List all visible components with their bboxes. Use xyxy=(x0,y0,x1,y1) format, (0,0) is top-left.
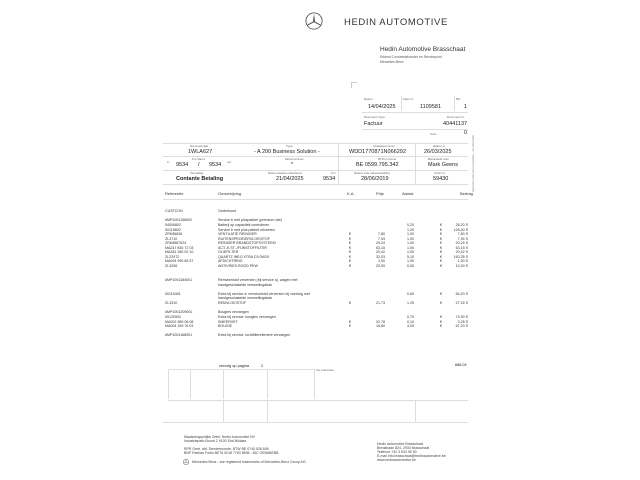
ingebruik-value: 28/06/2019 xyxy=(361,176,389,182)
km-separator: / xyxy=(198,162,200,168)
cell-eur2: € xyxy=(440,250,442,254)
divider xyxy=(163,156,468,157)
dealer-sub-2: Mercedes-Benz xyxy=(380,60,404,64)
blz-label: Blz. xyxy=(456,97,462,101)
cell-aantal: 1,00 xyxy=(407,241,414,245)
cell-bedrag: 20,24 S xyxy=(455,241,468,245)
side-text: Algemene Verkoopsvoorwaarden - zie achterzijde xyxy=(472,135,475,193)
footer-right-3: Telefoon +32 3 633 95 50 xyxy=(377,450,417,454)
cell-ref: #MP1001158002 xyxy=(165,218,193,222)
km-in-prefix: in xyxy=(167,160,170,164)
divider xyxy=(163,184,468,185)
cell-ref: 54006802 xyxy=(165,223,181,227)
divider xyxy=(190,369,191,399)
km-label: Km xyxy=(331,171,336,175)
cell-aantal: 1,00 xyxy=(407,245,414,250)
col-ka: K.A. xyxy=(347,191,355,196)
footer-right-1: Hedin Automotive Brasschaat xyxy=(377,442,423,446)
col-prijs: Prijs xyxy=(376,191,384,196)
cell-aantal: 5,10 xyxy=(407,254,414,259)
cell-desc: SMEERVET xyxy=(218,319,238,324)
onderhoud-label: Datum laatste onderhoud xyxy=(268,171,302,175)
mercedes-star-icon xyxy=(305,12,323,30)
cell-desc: Service b met plus pakket uitvoeren xyxy=(218,227,275,232)
cell-bedrag: 20,42 S xyxy=(455,250,468,254)
cell-prijs: 20,59 xyxy=(376,263,385,268)
divider xyxy=(163,199,468,200)
cell-bedrag: 7,80 S xyxy=(457,232,468,236)
divider xyxy=(362,129,468,130)
col-desc: Omschrijving xyxy=(218,191,242,196)
docnr-value: 40441137 xyxy=(443,121,468,127)
cell-prijs: 20,42 xyxy=(376,250,385,254)
cell-ref: ZRK8587024 xyxy=(165,241,187,245)
datum-in-value: 26/03/2025 xyxy=(424,149,452,155)
doctype-label: Document Type xyxy=(364,115,385,119)
cell-eur2: € xyxy=(440,227,442,232)
cell-bedrag: 63,15 S xyxy=(455,245,468,250)
cell-eur2: € xyxy=(440,223,442,227)
cell-ref: ZL22972 xyxy=(165,254,180,259)
cell-desc: Extra bij service: luchtfilterelement vervangen xyxy=(218,333,291,337)
col-ref: Referentie xyxy=(165,191,184,196)
divider xyxy=(415,400,416,422)
footer-left-2: Industriepark-Noord 2 9100 Sint-Niklaas xyxy=(184,439,247,443)
cell-ref: 00120902 xyxy=(165,315,181,319)
table-row xyxy=(163,324,477,329)
cell-eur2: € xyxy=(440,315,442,319)
cell-eur2: € xyxy=(440,259,442,263)
klant-label: Klant nr. xyxy=(403,97,415,101)
cell-prijs: 16,80 xyxy=(376,324,385,328)
divider xyxy=(401,96,402,111)
divider xyxy=(267,369,268,399)
cell-eur1: € xyxy=(349,263,351,268)
divider xyxy=(223,400,224,422)
cell-prijs: 1,50 xyxy=(378,259,385,263)
cell-bedrag: 1,50 S xyxy=(457,259,468,263)
cell-bedrag: 26,20 S xyxy=(455,223,468,227)
dealer-sub-1: Erkend Concessiehouder en Servicepunt xyxy=(380,55,442,59)
km-in-value: 9534 xyxy=(176,162,189,168)
cell-aantal: 0,50 xyxy=(407,263,414,268)
cell-ref: 00119401 xyxy=(165,291,181,296)
km-out-value: 9534 xyxy=(209,162,222,168)
divider xyxy=(362,112,468,113)
cell-aantal: 4,00 xyxy=(407,324,414,328)
kmstand-label: Km stand xyxy=(192,157,205,161)
cell-bedrag: 128,40 S xyxy=(453,227,468,232)
cell-eur1: € xyxy=(349,300,351,305)
cell-ref: MA281 180 02 10 xyxy=(165,250,194,254)
footer-left-1: Maatschappelijke Zetel: Hedin Automotive NV xyxy=(184,435,256,439)
cell-desc: Extra bij service: bougies vervangen xyxy=(218,315,276,319)
cell-eur2: € xyxy=(440,319,442,324)
cell-ref: ZRK86836 xyxy=(165,232,183,236)
cell-aantal: 1,00 xyxy=(407,232,414,236)
divider xyxy=(338,143,339,185)
cell-ref: #MP1001184001 xyxy=(165,278,193,282)
km-out-suffix: out xyxy=(227,160,232,164)
cell-prijs: 20,24 xyxy=(376,241,385,245)
cell-desc: VENTILATIE REINIGER xyxy=(218,232,257,236)
km-value: 9534 xyxy=(323,176,336,182)
cell-bedrag: 3,28 S xyxy=(457,319,468,324)
cell-bedrag: 10,30 S xyxy=(455,263,468,268)
cell-ref: ZL3256 xyxy=(165,263,178,268)
cell-eur1: € xyxy=(349,250,351,254)
verval-label: Vervaldag xyxy=(190,171,204,175)
divider xyxy=(454,96,455,111)
motor-value: * xyxy=(291,162,294,168)
divider xyxy=(267,400,268,422)
behandeld-value: Mark Geens xyxy=(428,162,458,168)
type-value: - A 200 Business Solution - xyxy=(254,149,320,155)
table-row xyxy=(163,333,477,338)
klant-value: 1109581 xyxy=(420,104,442,110)
cell-aantal: 0,70 xyxy=(407,315,414,319)
cars-label: Cars xyxy=(430,132,437,136)
divider xyxy=(223,369,224,399)
cell-eur1: € xyxy=(349,324,351,328)
cell-eur2: € xyxy=(440,254,442,259)
ingebruik-label: Datum 1ste indienststelling xyxy=(354,171,390,175)
footer-right-2: Bredabaan 824, 2930 Brasschaat xyxy=(377,446,430,450)
divider xyxy=(415,143,416,185)
cell-eur1: € xyxy=(349,241,351,245)
order-value: 59430 xyxy=(433,176,449,182)
datum-in-label: Datum in xyxy=(433,144,446,148)
cell-bedrag: 7,94 S xyxy=(457,236,468,241)
cell-eur2: € xyxy=(440,300,442,305)
cell-ref: MA094 990 89 57 xyxy=(165,259,194,263)
cell-aantal: 1,00 xyxy=(407,259,414,263)
cell-bedrag: 67,20 S xyxy=(455,324,468,328)
cell-desc: QUARTZ INEO XTRA C5 0W20 xyxy=(218,254,269,259)
table-row xyxy=(163,264,477,269)
btw-label: BTW nummer xyxy=(378,157,397,161)
cell-eur2: € xyxy=(440,263,442,268)
cars-value: 0 xyxy=(464,130,468,136)
table-row xyxy=(163,283,477,288)
cell-aantal: 0,10 xyxy=(407,319,414,324)
nummerplaat-value: 1WLA627 xyxy=(188,149,213,155)
cell-desc: Extra bij service a: remvloeistof verversen bij voertuig met xyxy=(218,291,310,296)
divider xyxy=(168,400,468,401)
cell-desc: RUITENSPROEIERVLOEISTOF xyxy=(218,236,270,241)
cell-prijs: 63,15 xyxy=(376,245,385,250)
cell-eur2: € xyxy=(440,232,442,236)
behandeld-label: Behandeld door xyxy=(428,157,450,161)
cell-desc: Onderhoud xyxy=(218,209,236,213)
cell-eur2: € xyxy=(440,241,442,245)
cell-eur2: € xyxy=(440,245,442,250)
cell-ref: 00115802 xyxy=(165,227,181,232)
blz-value: 1 xyxy=(464,104,468,110)
cell-eur1: € xyxy=(349,245,351,250)
table-row xyxy=(163,209,477,214)
uw-referentie-label: Uw referentie xyxy=(316,368,334,372)
cell-bedrag: 64,20 S xyxy=(455,291,468,296)
cell-bedrag: 163,35 S xyxy=(453,254,468,259)
cell-aantal: 0,60 xyxy=(407,291,414,296)
cell-eur2: € xyxy=(440,291,442,296)
doctype-value: Factuur xyxy=(364,121,383,127)
cell-ref: ZL3310 xyxy=(165,300,178,305)
cell-bedrag: 74,90 S xyxy=(455,315,468,319)
cell-prijs: 7,80 xyxy=(378,232,385,236)
divider xyxy=(314,369,315,399)
cell-desc: handgeschakelde versnellingsbak xyxy=(218,296,272,300)
cell-ref: MA004 159 76 03 xyxy=(165,324,194,328)
cell-eur1: € xyxy=(349,236,351,241)
subtotal: 686,04 xyxy=(455,363,467,367)
datum-value: 14/04/2025 xyxy=(368,104,396,110)
cell-desc: ANTIVRIES ROOD PKW xyxy=(218,263,258,268)
cell-prijs: 7,94 xyxy=(378,236,385,241)
cell-desc: REINIGER BRANDSTOFSYSTEEM xyxy=(218,241,276,245)
nummerplaat-label: Nummerplaat xyxy=(190,144,209,148)
cell-eur1: € xyxy=(349,232,351,236)
docnr-label: Document nr. xyxy=(447,115,465,119)
verval-value: Contante Betaling xyxy=(176,176,224,182)
cell-aantal: 1,00 xyxy=(407,250,414,254)
corner-mark xyxy=(351,82,357,88)
divider xyxy=(163,143,468,144)
cell-ref: MA002 989 08 08 xyxy=(165,319,194,324)
cell-desc: ACT.-K.ST.-/FIJNSTOFFILTER xyxy=(218,245,267,250)
cell-desc: AFDICHTRING xyxy=(218,259,243,263)
col-bedrag: Bedrag xyxy=(460,191,473,196)
cell-eur1: € xyxy=(349,319,351,324)
cell-desc: Remvloeistof verversen (bij service a), wagen met xyxy=(218,278,298,282)
col-aantal: Aantal xyxy=(402,191,414,196)
vervolg-label: vervolg op pagina xyxy=(219,364,249,368)
footer-left-4: BNP Paribas Fortis BE76 0018 7763 8595 - BIC GEBABEBB xyxy=(184,451,279,455)
cell-aantal: 0,20 xyxy=(407,223,414,227)
chassis-label: Chassisnummer xyxy=(373,144,395,148)
cell-ref: #MP1001168001 xyxy=(165,333,193,337)
divider xyxy=(163,170,468,171)
cell-desc: handgeschakelde versnellingsbak xyxy=(218,283,272,287)
table-header xyxy=(163,190,477,198)
cell-desc: BOUGIE xyxy=(218,324,232,328)
cell-eur2: € xyxy=(440,324,442,328)
cell-aantal: 1,00 xyxy=(407,236,414,241)
cell-eur1: € xyxy=(349,259,351,263)
type-label: Type xyxy=(286,144,293,148)
cell-prijs: 21,73 xyxy=(376,300,385,305)
cell-desc: Batterij op capaciteit controleren xyxy=(218,223,270,227)
cell-desc: REMVLOEISTOF xyxy=(218,300,247,305)
cell-aantal: 1,25 xyxy=(407,300,414,305)
footer-right-5: www.hedinautomotive.be xyxy=(377,458,416,462)
cell-desc: Service b met pluspakket (premium olie) xyxy=(218,218,283,222)
cell-eur2: € xyxy=(440,236,442,241)
table-row xyxy=(163,301,477,306)
cell-desc: OLIEFILTER xyxy=(218,250,239,254)
onderhoud-value: 21/04/2025 xyxy=(276,176,304,182)
dealer-name: Hedin Automotive Brasschaat xyxy=(380,46,466,53)
footer-right-4: E-mail info.brasschaat@hedinautomotive.be xyxy=(377,454,446,458)
cell-ref: ZL3710 xyxy=(165,236,178,241)
cell-ref: CUSTCON xyxy=(165,209,183,213)
order-label: Order nr. xyxy=(434,171,446,175)
footer-left-3: RPR Gent, afd. Dendermonde, BTW BE 0740.526.506 xyxy=(184,447,269,451)
cell-bedrag: 27,16 S xyxy=(455,300,468,305)
vervolg-page: 2 xyxy=(261,364,264,368)
mercedes-star-small-icon xyxy=(183,459,189,465)
divider xyxy=(168,369,169,399)
trademark: Mercedes-Benz - are registered trademarks of Mercedes-Benz Group AG. xyxy=(192,460,307,464)
cell-desc: Bougies vervangen xyxy=(218,310,249,314)
motor-label: Motornummer xyxy=(285,157,304,161)
btw-value: BE 0599.795.342 xyxy=(356,162,399,168)
cell-prijs: 32,78 xyxy=(376,319,385,324)
cell-ref: MA247 830 72 03 xyxy=(165,245,194,250)
cell-aantal: 1,20 xyxy=(407,227,414,232)
chassis-value: WDD1770871N066292 xyxy=(349,149,406,155)
cell-prijs: 32,03 xyxy=(376,254,385,259)
cell-eur1: € xyxy=(349,254,351,259)
datum-label: Datum xyxy=(364,97,373,101)
brand-name: HEDIN AUTOMOTIVE xyxy=(344,17,448,28)
cell-ref: #MP1001209001 xyxy=(165,310,193,314)
divider xyxy=(163,422,468,423)
